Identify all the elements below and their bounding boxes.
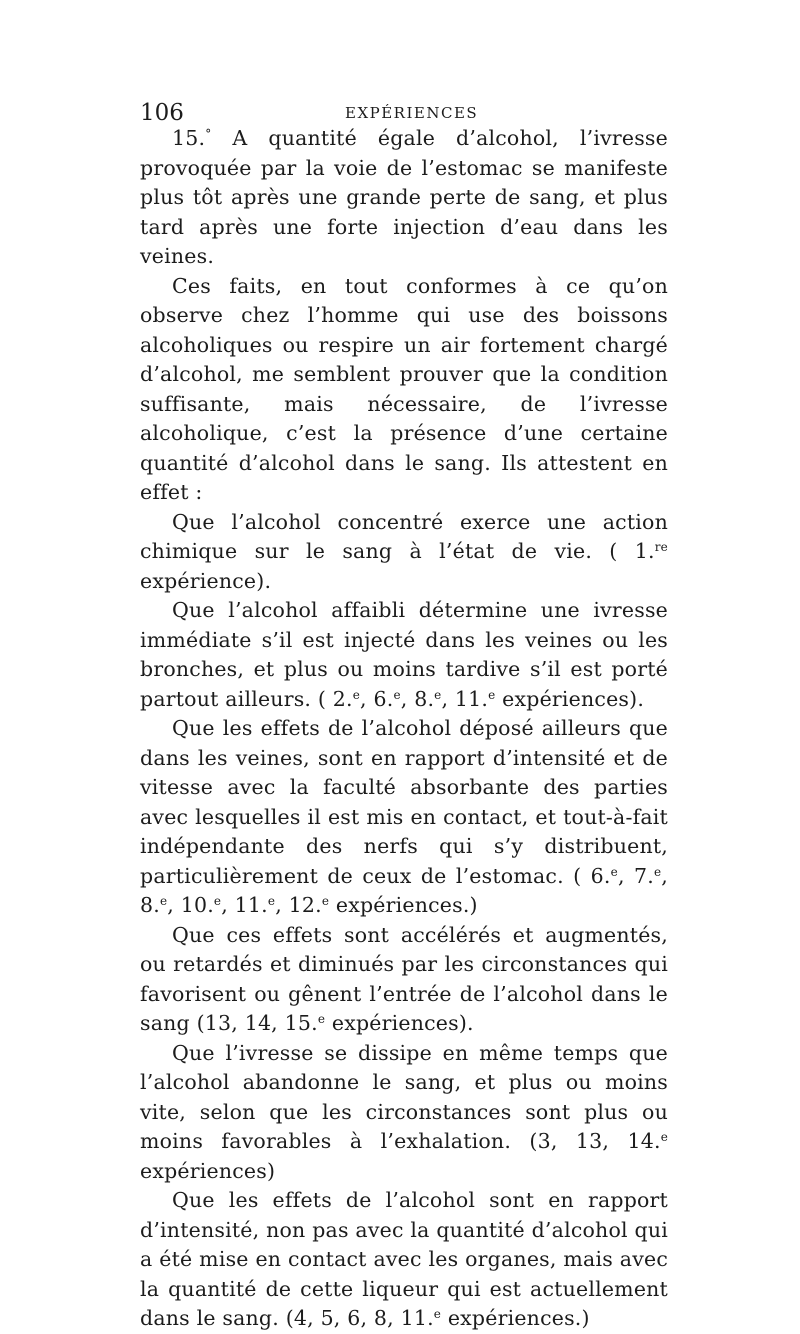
paragraph bbox=[140, 508, 668, 597]
paragraph bbox=[140, 272, 668, 508]
paragraph-text: , 11. bbox=[441, 686, 489, 711]
page-number: 106 bbox=[140, 100, 184, 126]
paragraph-text: expériences.) bbox=[441, 1306, 590, 1330]
ordinal-superscript: e bbox=[159, 894, 168, 908]
ordinal-superscript: e bbox=[267, 894, 276, 908]
paragraph bbox=[140, 596, 668, 714]
paragraph bbox=[140, 921, 668, 1039]
ordinal-superscript: e bbox=[433, 1307, 442, 1321]
paragraph-text: expériences). bbox=[325, 1011, 474, 1035]
paragraph bbox=[140, 1039, 668, 1187]
paragraph-text: 15. bbox=[172, 126, 206, 150]
ordinal-superscript: e bbox=[352, 687, 361, 702]
ordinal-superscript: e bbox=[321, 894, 330, 908]
ordinal-superscript: e bbox=[434, 687, 442, 702]
paragraph-text: Que l’ivresse se dissipe en même temps que l’alcohol abandonne le sang, et plus ou moins vite, selon que les circonstances sont plus ou moins favorables à l’exhalation. (3, 13, 14. bbox=[140, 1040, 668, 1153]
paragraph-text: , 7. bbox=[617, 863, 654, 888]
paragraph-text: expériences). bbox=[495, 686, 645, 711]
paragraph-text: , 6. bbox=[360, 686, 394, 711]
paragraph-text: Que l’alcohol affaibli détermine une ivresse immédiate s’il est injecté dans les veines ou les bronches, et plus ou moins tardive s’il est porté partout ailleurs. ( 2. bbox=[140, 598, 668, 711]
paragraph-text: Que les effets de l’alcohol déposé ailleurs que dans les veines, sont en rapport d’intensité et de vitesse avec la faculté absorbante des parties avec lesquelles il est mis en contact, et tout-à-fait indépendante des nerfs qui s’y distribuent, particulièrement de ceux de l’estomac. ( 6. bbox=[140, 716, 668, 888]
ordinal-superscript: e bbox=[213, 894, 222, 908]
paragraph-text: A quantité égale d’alcohol, l’ivresse provoquée par la voie de l’estomac se manifeste plus tôt après une grande perte de sang, et plus tard après une forte injection d’eau dans les veines. bbox=[140, 126, 668, 268]
ordinal-superscript: e bbox=[317, 1012, 326, 1026]
paragraph-text: , 8. bbox=[140, 863, 668, 917]
ordinal-superscript: e bbox=[393, 687, 401, 702]
ordinal-superscript: e bbox=[610, 864, 618, 879]
ordinal-superscript: e bbox=[488, 687, 496, 702]
ordinal-superscript: e bbox=[653, 864, 662, 879]
paragraph bbox=[140, 714, 668, 921]
paragraph-text: Ces faits, en tout conformes à ce qu’on observe chez l’homme qui use des boissons alcoholiques ou respire un air fortement chargé d’alcohol, me semblent prouver que la condition suffisante, mais nécessaire, de l’ivresse alcoholique, c’est la présence d’une certaine quantité d’alcohol dans le sang. Ils attestent en effet : bbox=[140, 273, 668, 504]
paragraph-text: , 10. bbox=[167, 893, 214, 917]
paragraph-text: Que ces effets sont accélérés et augmentés, ou retardés et diminués par les circonstances qui favorisent ou gênent l’entrée de l’alcohol dans le sang (13, 14, 15. bbox=[140, 922, 668, 1035]
paragraph-text: Que l’alcohol concentré exerce une action chimique sur le sang à l’état de vie. ( 1. bbox=[140, 509, 668, 563]
running-head: EXPÉRIENCES bbox=[345, 104, 479, 122]
paragraph-text: Que les effets de l’alcohol sont en rapport d’intensité, non pas avec la quantité d’alcohol qui a été mise en contact avec les organes, mais avec la quantité de cette liqueur qui est actuellement dans le sang. (4, 5, 6, 8, 11. bbox=[140, 1188, 668, 1330]
paragraph bbox=[140, 1186, 668, 1334]
ordinal-superscript: e bbox=[660, 1130, 668, 1144]
paragraph-text: , 8. bbox=[400, 686, 435, 711]
body-text bbox=[140, 124, 668, 1334]
paragraph-text: expérience). bbox=[140, 568, 272, 593]
ordinal-superscript: re bbox=[654, 540, 668, 554]
paragraph-text: expériences.) bbox=[329, 893, 478, 917]
ordinal-superscript: ° bbox=[205, 127, 212, 141]
paragraph bbox=[140, 124, 668, 272]
paragraph-text: , 12. bbox=[275, 893, 322, 917]
paragraph-text: , 11. bbox=[221, 893, 268, 917]
paragraph-text: expériences) bbox=[140, 1158, 276, 1183]
